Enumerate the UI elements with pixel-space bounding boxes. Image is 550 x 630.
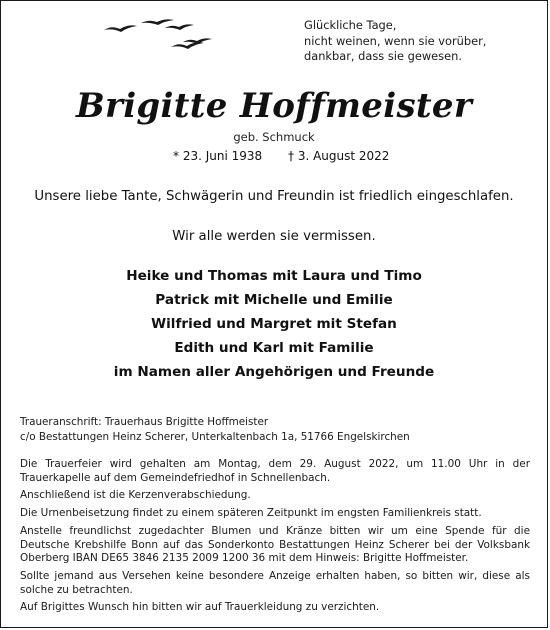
poem-line: nicht weinen, wenn sie vorüber,	[304, 33, 487, 48]
poem-line: Glückliche Tage,	[304, 18, 397, 32]
address-line: Traueranschrift: Trauerhaus Brigitte Hoffmeister	[20, 416, 269, 428]
poem	[304, 18, 534, 65]
deceased-name: Brigitte Hoffmeister	[75, 86, 473, 126]
details-paragraph: Die Trauerfeier wird gehalten am Montag, dem 29. August 2022, um 11.00 Uhr in der Trauerkapelle auf dem Gemeindefriedhof in Schnellenbach.	[20, 458, 530, 484]
birth-name: geb. Schmuck	[233, 130, 315, 144]
details-paragraph: Anschließend ist die Kerzenverabschiedung.	[20, 489, 251, 502]
flying-birds-icon	[101, 17, 281, 53]
birth-date: * 23. Juni 1938	[173, 149, 263, 163]
details-paragraph: Die Urnenbeisetzung findet zu einem späteren Zeitpunkt im engsten Familienkreis statt.	[20, 507, 482, 520]
address-line: c/o Bestattungen Heinz Scherer, Unterkaltenbach 1a, 51766 Engelskirchen	[20, 431, 410, 443]
death-date: † 3. August 2022	[288, 149, 390, 163]
mourner-line: im Namen aller Angehörigen und Freunde	[113, 364, 435, 380]
details-paragraph: Auf Brigittes Wunsch hin bitten wir auf Trauerkleidung zu verzichten.	[20, 601, 380, 614]
mourner-line: Edith und Karl mit Familie	[174, 340, 374, 356]
details-paragraph: Anstelle freundlichst zugedachter Blumen und Kränze bitten wir um eine Spende für die Deutsche Krebshilfe Bonn auf das Sonderkonto Bestattungen Heinz Scherer bei der Volksbank Oberberg IBAN DE65 3846 2135 2009 1200 36 mit dem Hinweis: Brigitte Hoffmeister.	[20, 524, 530, 565]
mourning-address	[20, 415, 530, 445]
mourner-line: Heike und Thomas mit Laura und Timo	[126, 268, 422, 284]
poem-line: dankbar, dass sie gewesen.	[304, 49, 462, 63]
message-line: Unsere liebe Tante, Schwägerin und Freundin ist friedlich eingeschlafen.	[34, 189, 514, 204]
mourners-list	[1, 264, 547, 384]
details-paragraph: Sollte jemand aus Versehen keine besondere Anzeige erhalten haben, so bitten wir, diese als solche zu betrachten.	[20, 569, 530, 596]
funeral-details	[20, 458, 530, 619]
life-dates	[1, 148, 547, 164]
mourner-line: Patrick mit Michelle und Emilie	[155, 292, 393, 308]
message-line: Wir alle werden sie vermissen.	[172, 229, 376, 244]
mourner-line: Wilfried und Margret mit Stefan	[151, 316, 397, 332]
